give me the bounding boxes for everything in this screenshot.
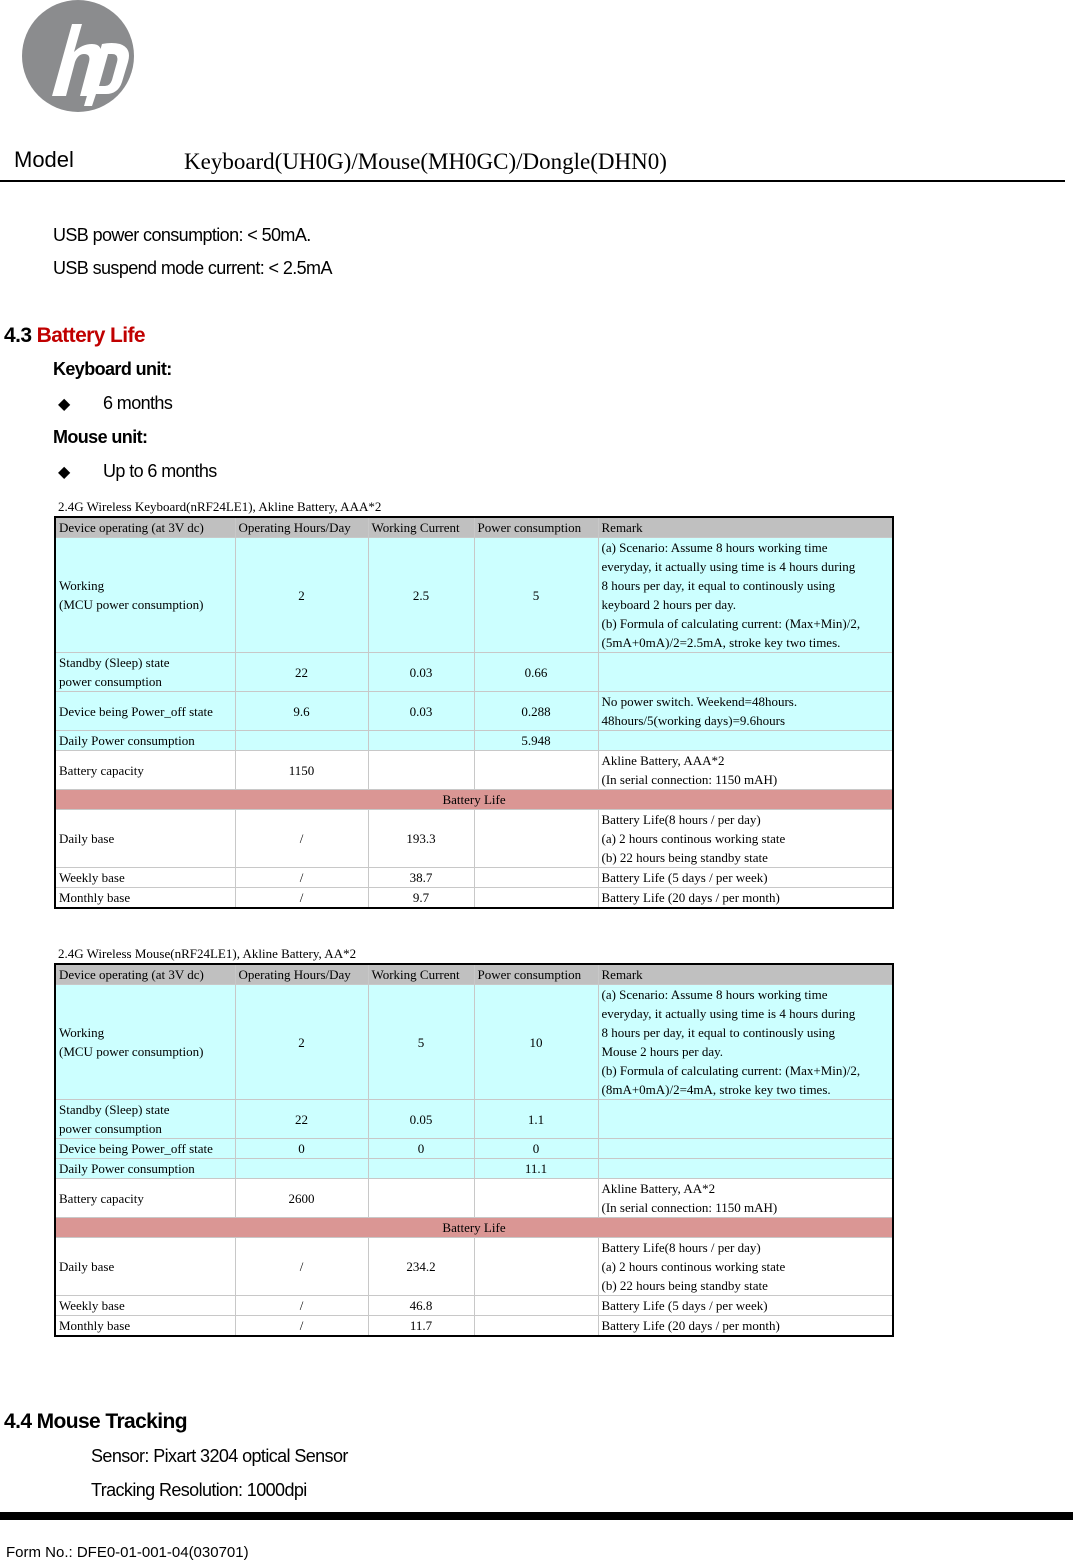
- table-cell: 0: [474, 1139, 598, 1159]
- table-header: Device operating (at 3V dc): [55, 964, 235, 985]
- table-cell: Monthly base: [55, 1316, 235, 1337]
- table-cell: Battery Life (20 days / per month): [598, 1316, 893, 1337]
- table-cell: Daily base: [55, 1238, 235, 1296]
- table-cell: [474, 868, 598, 888]
- table-cell: 1150: [235, 751, 368, 790]
- table-cell: 22: [235, 1100, 368, 1139]
- table-header: Remark: [598, 964, 893, 985]
- table-cell: 38.7: [368, 868, 474, 888]
- table-cell: [368, 1179, 474, 1218]
- table-cell: /: [235, 888, 368, 909]
- table-cell: /: [235, 1296, 368, 1316]
- table-cell: No power switch. Weekend=48hours. 48hours/5(working days)=9.6hours: [598, 692, 893, 731]
- model-label: Model: [14, 147, 74, 172]
- table-cell: 0.05: [368, 1100, 474, 1139]
- table-cell: [235, 731, 368, 751]
- table-cell: 11.7: [368, 1316, 474, 1337]
- table-cell: 46.8: [368, 1296, 474, 1316]
- table-cell: [474, 888, 598, 909]
- mouse-unit-label: Mouse unit:: [53, 427, 148, 447]
- table-cell: Battery Life (20 days / per month): [598, 888, 893, 909]
- table-cell: 5: [474, 538, 598, 653]
- table-header: Working Current: [368, 964, 474, 985]
- table-cell: Weekly base: [55, 1296, 235, 1316]
- keyboard-table-title: 2.4G Wireless Keyboard(nRF24LE1), Akline Battery, AAA*2: [55, 497, 893, 517]
- table-cell: 2600: [235, 1179, 368, 1218]
- table-cell: Daily Power consumption: [55, 731, 235, 751]
- table-cell: 0.288: [474, 692, 598, 731]
- table-cell: 2.5: [368, 538, 474, 653]
- table-cell: [474, 1179, 598, 1218]
- table-cell: Standby (Sleep) state power consumption: [55, 1100, 235, 1139]
- table-cell: Standby (Sleep) state power consumption: [55, 653, 235, 692]
- table-cell: 9.7: [368, 888, 474, 909]
- footer-divider: [0, 1512, 1073, 1520]
- table-cell: 1.1: [474, 1100, 598, 1139]
- table-header: Operating Hours/Day: [235, 964, 368, 985]
- hp-logo-icon: [22, 0, 134, 112]
- table-cell: /: [235, 1316, 368, 1337]
- table-cell: /: [235, 1238, 368, 1296]
- table-cell: Battery Life(8 hours / per day) (a) 2 hours continous working state (b) 22 hours being standby state: [598, 1238, 893, 1296]
- table-cell: [598, 653, 893, 692]
- keyboard-unit-label: Keyboard unit:: [53, 359, 172, 379]
- table-cell: Device being Power_off state: [55, 692, 235, 731]
- table-cell: Battery Life(8 hours / per day) (a) 2 hours continous working state (b) 22 hours being standby state: [598, 810, 893, 868]
- table-header: Power consumption: [474, 517, 598, 538]
- table-cell: 234.2: [368, 1238, 474, 1296]
- table-cell: 0: [368, 1139, 474, 1159]
- table-cell: [474, 810, 598, 868]
- table-cell: Weekly base: [55, 868, 235, 888]
- diamond-bullet-icon: ◆: [58, 464, 71, 481]
- table-header: Operating Hours/Day: [235, 517, 368, 538]
- keyboard-battery-life: 6 months: [103, 393, 173, 413]
- table-cell: [598, 731, 893, 751]
- header-divider: [0, 180, 1065, 182]
- table-cell: Battery capacity: [55, 1179, 235, 1218]
- table-cell: [598, 1139, 893, 1159]
- table-cell: 22: [235, 653, 368, 692]
- table-cell: [368, 731, 474, 751]
- mouse-tracking-heading: 4.4 Mouse Tracking: [4, 1410, 187, 1433]
- mouse-battery-table: [54, 944, 894, 1337]
- table-cell: (a) Scenario: Assume 8 hours working time everyday, it actually using time is 4 hours during 8 hours per day, it equal to continously using keyboard 2 hours per day. (b) Formula of calculating current: (Max+Min)/2, (5mA+0mA)/2=2.5mA, stroke key two times.: [598, 538, 893, 653]
- table-cell: 0.66: [474, 653, 598, 692]
- table-header: Device operating (at 3V dc): [55, 517, 235, 538]
- table-cell: /: [235, 810, 368, 868]
- table-cell: 5.948: [474, 731, 598, 751]
- table-cell: Working (MCU power consumption): [55, 538, 235, 653]
- table-cell: [598, 1100, 893, 1139]
- table-cell: 0.03: [368, 692, 474, 731]
- table-cell: [235, 1159, 368, 1179]
- table-cell: 11.1: [474, 1159, 598, 1179]
- table-cell: 2: [235, 985, 368, 1100]
- table-cell: 0.03: [368, 653, 474, 692]
- model-value: Keyboard(UH0G)/Mouse(MH0GC)/Dongle(DHN0): [184, 149, 667, 174]
- table-header: Working Current: [368, 517, 474, 538]
- usb-power-text: USB power consumption: < 50mA.: [53, 225, 311, 245]
- table-cell: Daily base: [55, 810, 235, 868]
- keyboard-battery-table: [54, 497, 894, 909]
- table-cell: Daily Power consumption: [55, 1159, 235, 1179]
- table-cell: Monthly base: [55, 888, 235, 909]
- battery-life-band: Battery Life: [55, 790, 893, 810]
- table-cell: Battery Life (5 days / per week): [598, 1296, 893, 1316]
- sensor-text: Sensor: Pixart 3204 optical Sensor: [91, 1446, 348, 1466]
- table-header: Power consumption: [474, 964, 598, 985]
- table-cell: 10: [474, 985, 598, 1100]
- table-cell: Battery capacity: [55, 751, 235, 790]
- table-cell: [598, 1159, 893, 1179]
- form-number: Form No.: DFE0-01-001-04(030701): [6, 1544, 249, 1561]
- table-cell: [474, 1296, 598, 1316]
- table-cell: /: [235, 868, 368, 888]
- table-cell: [474, 751, 598, 790]
- table-cell: 5: [368, 985, 474, 1100]
- table-cell: Akline Battery, AA*2 (In serial connection: 1150 mAH): [598, 1179, 893, 1218]
- table-cell: Akline Battery, AAA*2 (In serial connection: 1150 mAH): [598, 751, 893, 790]
- table-cell: (a) Scenario: Assume 8 hours working time everyday, it actually using time is 4 hours during 8 hours per day, it equal to continously using Mouse 2 hours per day. (b) Formula of calculating current: (Max+Min)/2, (8mA+0mA)/2=4mA, stroke key two times.: [598, 985, 893, 1100]
- table-cell: 2: [235, 538, 368, 653]
- mouse-table-title: 2.4G Wireless Mouse(nRF24LE1), Akline Battery, AA*2: [55, 944, 893, 964]
- mouse-battery-life: Up to 6 months: [103, 461, 217, 481]
- section-title: Battery Life: [36, 324, 145, 347]
- table-cell: [474, 1316, 598, 1337]
- table-cell: 9.6: [235, 692, 368, 731]
- table-cell: [368, 1159, 474, 1179]
- table-cell: Working (MCU power consumption): [55, 985, 235, 1100]
- section-number: 4.3: [4, 324, 37, 347]
- table-cell: [368, 751, 474, 790]
- table-cell: Device being Power_off state: [55, 1139, 235, 1159]
- table-cell: 193.3: [368, 810, 474, 868]
- diamond-bullet-icon: ◆: [58, 396, 71, 413]
- table-cell: 0: [235, 1139, 368, 1159]
- battery-life-heading: [4, 324, 145, 348]
- table-cell: [474, 1238, 598, 1296]
- usb-suspend-text: USB suspend mode current: < 2.5mA: [53, 258, 332, 278]
- table-header: Remark: [598, 517, 893, 538]
- battery-life-band: Battery Life: [55, 1218, 893, 1238]
- table-cell: Battery Life (5 days / per week): [598, 868, 893, 888]
- tracking-resolution-text: Tracking Resolution: 1000dpi: [91, 1480, 307, 1500]
